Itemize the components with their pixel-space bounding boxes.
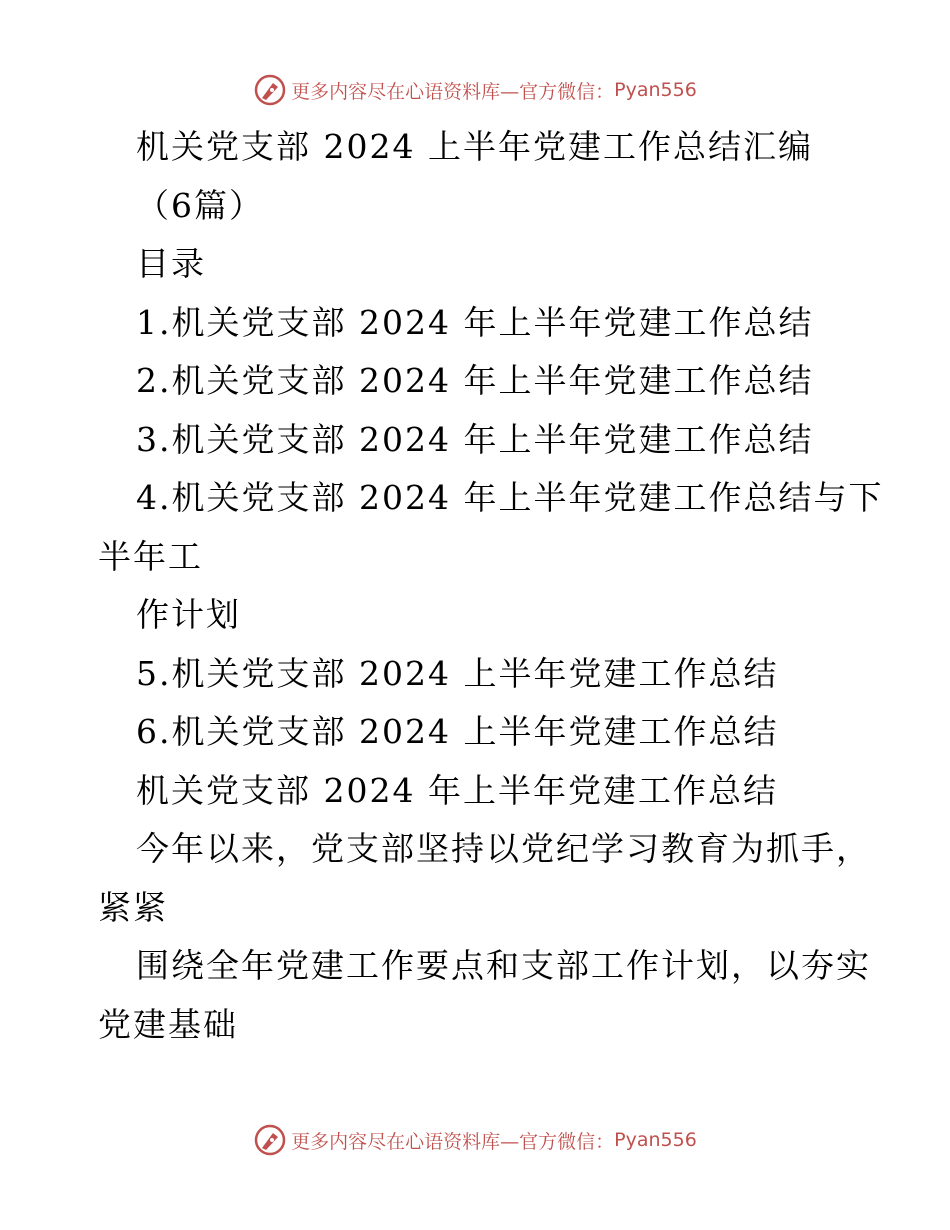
pen-nib-logo-icon	[253, 73, 287, 107]
toc-item-continuation: 半年工	[98, 536, 203, 576]
watermark-text: 更多内容尽在心语资料库—官方微信：	[291, 1130, 615, 1153]
watermark-text: 更多内容尽在心语资料库—官方微信：	[291, 80, 615, 103]
footer-watermark	[0, 1120, 950, 1160]
watermark-wechat-id: Pyan556	[614, 79, 697, 101]
document-title: 机关党支部 2024 上半年党建工作总结汇编	[136, 127, 813, 166]
toc-item: 6.机关党支部 2024 上半年党建工作总结	[136, 712, 779, 751]
toc-heading: 目录	[136, 244, 206, 283]
header-watermark	[0, 70, 950, 110]
toc-item: 5.机关党支部 2024 上半年党建工作总结	[136, 653, 779, 693]
toc-item: 1.机关党支部 2024 年上半年党建工作总结	[136, 302, 814, 342]
document-body	[98, 118, 884, 1054]
toc-item: 3.机关党支部 2024 年上半年党建工作总结	[136, 419, 814, 459]
toc-item-continuation: 作计划	[136, 595, 241, 634]
section-heading: 机关党支部 2024 年上半年党建工作总结	[136, 770, 778, 810]
toc-item: 2.机关党支部 2024 年上半年党建工作总结	[136, 361, 814, 400]
paragraph-line: 围绕全年党建工作要点和支部工作计划，以夯实	[136, 946, 871, 985]
document-subtitle: （6篇）	[136, 185, 264, 225]
paragraph-line: 党建基础	[98, 1004, 238, 1044]
watermark-wechat-id: Pyan556	[614, 1129, 697, 1151]
pen-nib-logo-icon	[253, 1123, 287, 1157]
toc-item: 4.机关党支部 2024 年上半年党建工作总结与下	[136, 478, 884, 517]
paragraph-line: 紧紧	[98, 887, 168, 927]
paragraph-line: 今年以来，党支部坚持以党纪学习教育为抓手，	[136, 829, 871, 868]
